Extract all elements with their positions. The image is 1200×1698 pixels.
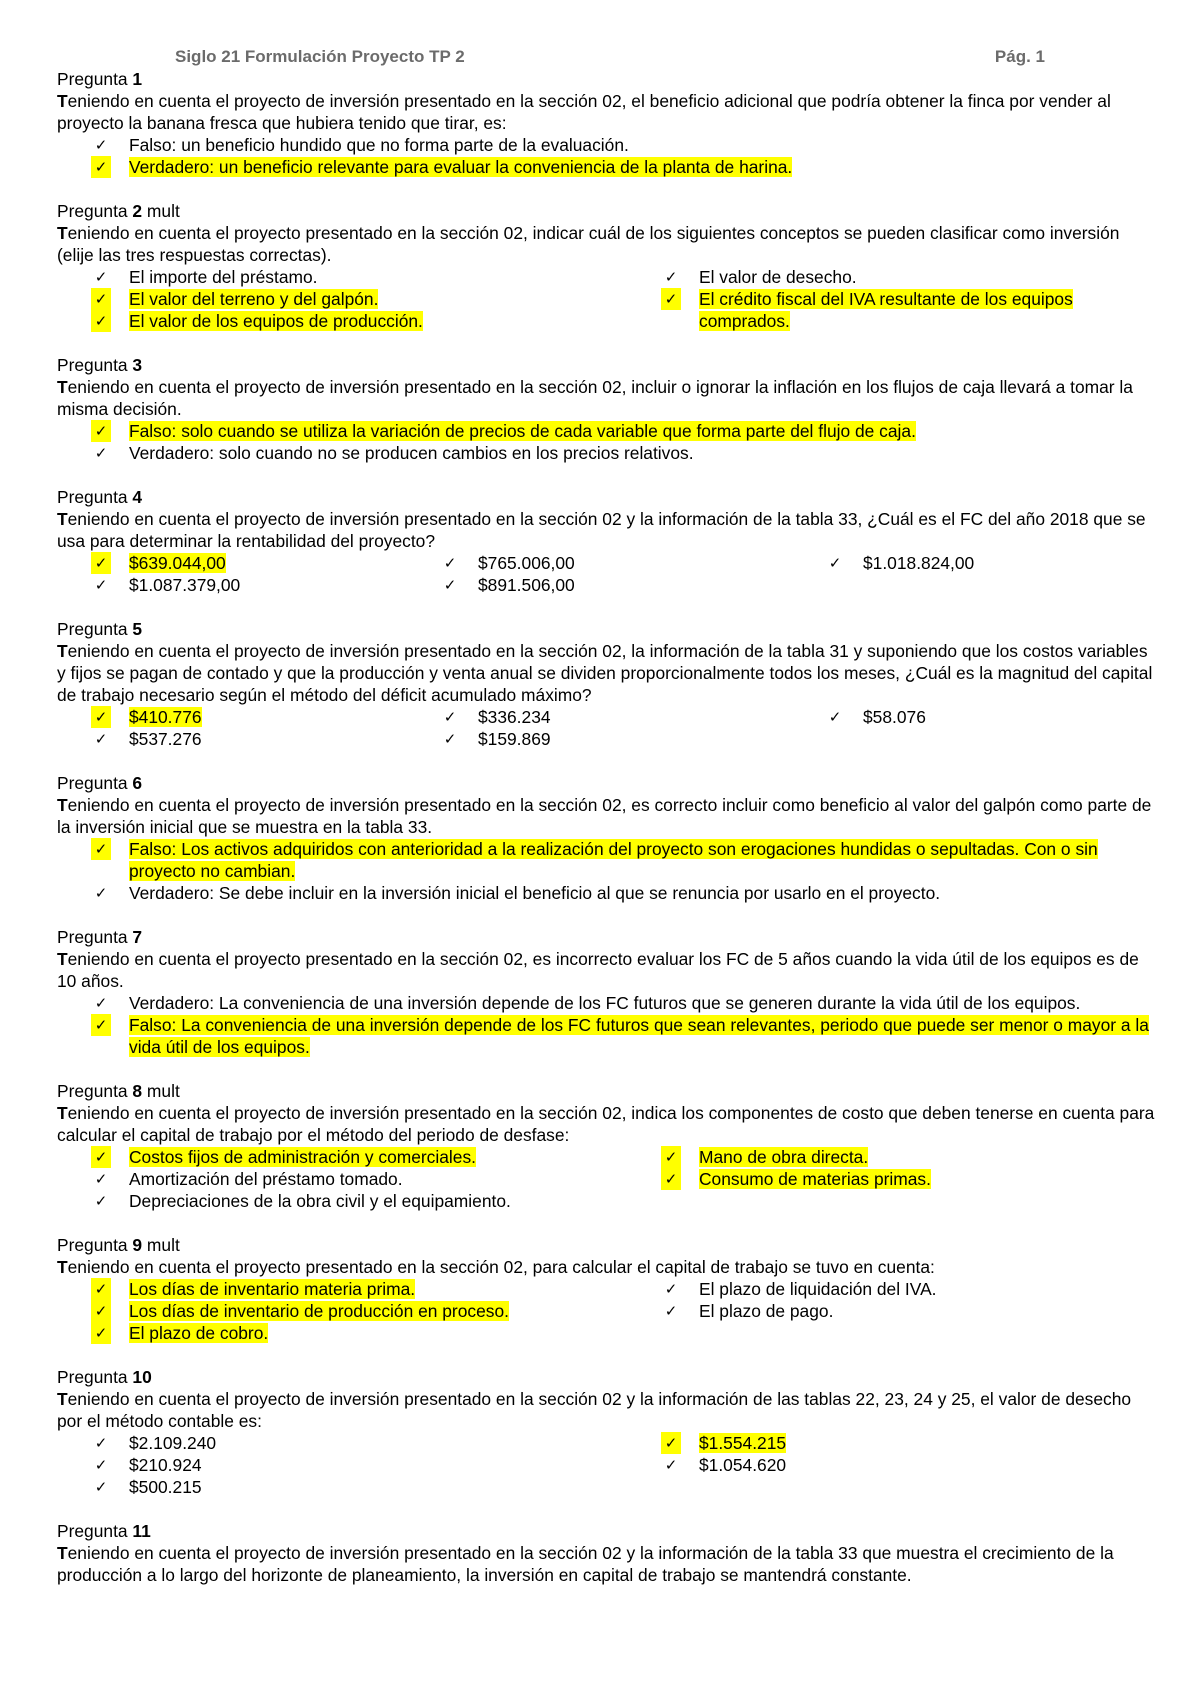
answer-option xyxy=(57,1190,642,1212)
checkmark-icon: ✓ xyxy=(664,1302,678,1320)
checkmark-icon: ✓ xyxy=(443,730,457,748)
answer-columns xyxy=(57,266,1157,332)
answer-text: Amortización del préstamo tomado. xyxy=(129,1169,403,1189)
question-text: Teniendo en cuenta el proyecto de inversión presentado en la sección 02, indica los componentes de costo que deben tenerse en cuenta para calcular el capital de trabajo por el método del periodo de desfase: xyxy=(57,1103,1155,1145)
question-type: mult xyxy=(142,1235,180,1255)
checkmark-icon: ✓ xyxy=(443,554,457,572)
answer-column xyxy=(57,706,445,750)
answer-column xyxy=(57,1432,642,1498)
answer-option xyxy=(642,1168,1157,1190)
answer-text: Falso: Los activos adquiridos con anterioridad a la realización del proyecto son erogaciones hundidas o sepultadas. Con o sin proyecto no cambian. xyxy=(129,839,1098,881)
answer-text: $765.006,00 xyxy=(478,553,575,573)
answer-option xyxy=(642,288,1157,332)
question-label: Pregunta xyxy=(57,619,133,639)
question-text: Teniendo en cuenta el proyecto de inversión presentado en la sección 02 y la información de las tablas 22, 23, 24 y 25, el valor de desecho por el método contable es: xyxy=(57,1389,1132,1431)
answer-text: Falso: solo cuando se utiliza la variación de precios de cada variable que forma parte del flujo de caja. xyxy=(129,421,916,441)
question-block xyxy=(57,68,1157,178)
answer-text: El valor del terreno y del galpón. xyxy=(129,289,379,309)
checkmark-icon: ✓ xyxy=(91,706,111,728)
checkmark-icon: ✓ xyxy=(91,310,111,332)
question-heading xyxy=(57,772,1157,794)
answer-text: El plazo de liquidación del IVA. xyxy=(699,1279,937,1299)
answer-option xyxy=(57,1278,642,1300)
question-label: Pregunta xyxy=(57,1367,133,1387)
answer-option xyxy=(57,310,642,332)
checkmark-icon: ✓ xyxy=(664,1456,678,1474)
question-type: mult xyxy=(142,201,180,221)
answer-option xyxy=(57,1146,642,1168)
answer-option xyxy=(57,1454,642,1476)
questions-list xyxy=(57,68,1157,1608)
answer-option xyxy=(57,442,1157,464)
answer-option xyxy=(57,420,1157,442)
answer-option xyxy=(828,706,1200,728)
answer-option xyxy=(57,882,1157,904)
answer-text: Falso: un beneficio hundido que no forma parte de la evaluación. xyxy=(129,135,629,155)
checkmark-icon: ✓ xyxy=(94,136,108,154)
question-number: 8 xyxy=(132,1081,143,1101)
answer-column xyxy=(57,266,642,332)
question-heading xyxy=(57,200,1157,222)
answer-text: Verdadero: La conveniencia de una inversión depende de los FC futuros que se generen durante la vida útil de los equipos. xyxy=(129,993,1081,1013)
checkmark-icon: ✓ xyxy=(91,1146,111,1168)
answer-columns xyxy=(57,706,1157,750)
answer-column xyxy=(642,1278,1157,1344)
answer-option xyxy=(57,134,1157,156)
checkmark-icon: ✓ xyxy=(91,420,111,442)
answer-text: $1.554.215 xyxy=(699,1433,787,1453)
answer-text: $410.776 xyxy=(129,707,202,727)
question-label: Pregunta xyxy=(57,1235,133,1255)
answer-option xyxy=(57,552,445,574)
question-text: Teniendo en cuenta el proyecto de inversión presentado en la sección 02, incluir o ignorar la inflación en los flujos de caja llevará a tomar la misma decisión. xyxy=(57,377,1133,419)
answer-text: $537.276 xyxy=(129,729,202,749)
answer-text: $500.215 xyxy=(129,1477,202,1497)
checkmark-icon: ✓ xyxy=(91,1278,111,1300)
question-block xyxy=(57,354,1157,464)
answer-option xyxy=(642,266,1157,288)
question-block xyxy=(57,1080,1157,1212)
answer-text: Los días de inventario materia prima. xyxy=(129,1279,416,1299)
answer-option xyxy=(57,1168,642,1190)
answer-text: $210.924 xyxy=(129,1455,202,1475)
checkmark-icon: ✓ xyxy=(94,576,108,594)
answer-option xyxy=(57,992,1157,1014)
question-text: Teniendo en cuenta el proyecto de inversión presentado en la sección 02, la información de la tabla 31 y suponiendo que los costos variables y fijos se pagan de contado y que la producción y venta anual se dividen proporcionalmente todos los meses, ¿Cuál es la magnitud del capital de trabajo necesario según el método del déficit acumulado máximo? xyxy=(57,641,1153,705)
checkmark-icon: ✓ xyxy=(661,1146,681,1168)
page-header xyxy=(175,46,1045,70)
checkmark-icon: ✓ xyxy=(443,576,457,594)
question-heading xyxy=(57,68,1157,90)
answer-columns xyxy=(57,1146,1157,1212)
question-text: Teniendo en cuenta el proyecto de inversión presentado en la sección 02, el beneficio adicional que podría obtener la finca por vender al proyecto la banana fresca que hubiera tenido que tirar, es: xyxy=(57,91,1111,133)
answer-column xyxy=(57,1278,642,1344)
checkmark-icon: ✓ xyxy=(94,1456,108,1474)
answer-text: Consumo de materias primas. xyxy=(699,1169,931,1189)
checkmark-icon: ✓ xyxy=(91,1300,111,1322)
answer-text: El importe del préstamo. xyxy=(129,267,318,287)
answer-columns xyxy=(57,1278,1157,1344)
question-number: 2 xyxy=(132,201,143,221)
answer-option xyxy=(642,1146,1157,1168)
answer-option xyxy=(445,552,833,574)
question-label: Pregunta xyxy=(57,201,133,221)
answer-column xyxy=(57,1146,642,1212)
answer-column xyxy=(642,1432,1157,1498)
page-number: Pág. 1 xyxy=(994,47,1045,66)
answer-text: El plazo de pago. xyxy=(699,1301,834,1321)
answer-text: El crédito fiscal del IVA resultante de los equipos comprados. xyxy=(699,289,1073,331)
checkmark-icon: ✓ xyxy=(94,884,108,902)
question-heading xyxy=(57,1520,1157,1542)
answer-text: $639.044,00 xyxy=(129,553,226,573)
checkmark-icon: ✓ xyxy=(664,1280,678,1298)
answer-option xyxy=(57,838,1157,882)
question-label: Pregunta xyxy=(57,1081,133,1101)
question-heading xyxy=(57,926,1157,948)
question-number: 1 xyxy=(132,69,143,89)
question-block xyxy=(57,1234,1157,1344)
answer-text: $1.054.620 xyxy=(699,1455,787,1475)
answer-option xyxy=(57,1014,1157,1058)
answer-columns xyxy=(57,552,1157,596)
checkmark-icon: ✓ xyxy=(91,552,111,574)
question-number: 10 xyxy=(132,1367,152,1387)
answer-text: El valor de los equipos de producción. xyxy=(129,311,423,331)
question-heading xyxy=(57,1080,1157,1102)
checkmark-icon: ✓ xyxy=(94,268,108,286)
question-label: Pregunta xyxy=(57,927,133,947)
answer-column xyxy=(57,552,445,596)
answer-column xyxy=(445,552,833,596)
question-text: Teniendo en cuenta el proyecto de inversión presentado en la sección 02 y la información de la tabla 33, ¿Cuál es el FC del año 2018 que se usa para determinar la rentabilidad del proyecto? xyxy=(57,509,1146,551)
answer-option xyxy=(57,288,642,310)
answer-column xyxy=(445,706,833,750)
answer-option xyxy=(445,574,833,596)
checkmark-icon: ✓ xyxy=(94,994,108,1012)
answer-text: Falso: La conveniencia de una inversión depende de los FC futuros que sean relevantes, periodo que puede ser menor o mayor a la vida útil de los equipos. xyxy=(129,1015,1149,1057)
answer-text: Verdadero: solo cuando no se producen cambios en los precios relativos. xyxy=(129,443,694,463)
answer-option xyxy=(445,706,833,728)
answer-option xyxy=(57,156,1157,178)
answer-option xyxy=(57,266,642,288)
answer-option xyxy=(642,1300,1157,1322)
answer-option xyxy=(642,1278,1157,1300)
answer-text: El valor de desecho. xyxy=(699,267,857,287)
question-number: 6 xyxy=(132,773,143,793)
question-number: 11 xyxy=(132,1521,151,1541)
answer-option xyxy=(57,1322,642,1344)
question-heading xyxy=(57,354,1157,376)
question-block xyxy=(57,1520,1157,1586)
answer-text: $58.076 xyxy=(863,707,926,727)
question-text: Teniendo en cuenta el proyecto presentado en la sección 02, indicar cuál de los siguientes conceptos se pueden clasificar como inversión (elije las tres respuestas correctas). xyxy=(57,223,1120,265)
question-heading xyxy=(57,1234,1157,1256)
question-block xyxy=(57,200,1157,332)
question-text: Teniendo en cuenta el proyecto de inversión presentado en la sección 02 y la información de la tabla 33 que muestra el crecimiento de la producción a lo largo del horizonte de planeamiento, la inversión en capital de trabajo se mantendrá constante. xyxy=(57,1543,1114,1585)
question-heading xyxy=(57,486,1157,508)
question-label: Pregunta xyxy=(57,1521,133,1541)
answer-option xyxy=(57,728,445,750)
checkmark-icon: ✓ xyxy=(828,708,842,726)
question-heading xyxy=(57,618,1157,640)
checkmark-icon: ✓ xyxy=(91,838,111,860)
question-number: 5 xyxy=(132,619,143,639)
question-block xyxy=(57,486,1157,596)
answer-list xyxy=(57,420,1157,464)
document-title: Siglo 21 Formulación Proyecto TP 2 xyxy=(175,47,465,66)
checkmark-icon: ✓ xyxy=(94,1478,108,1496)
question-block xyxy=(57,618,1157,750)
answer-option xyxy=(57,706,445,728)
answer-text: Verdadero: un beneficio relevante para evaluar la conveniencia de la planta de harina. xyxy=(129,157,793,177)
answer-text: $891.506,00 xyxy=(478,575,575,595)
answer-list xyxy=(57,992,1157,1058)
checkmark-icon: ✓ xyxy=(664,268,678,286)
checkmark-icon: ✓ xyxy=(94,444,108,462)
question-block xyxy=(57,926,1157,1058)
answer-list xyxy=(57,838,1157,904)
answer-option xyxy=(57,574,445,596)
answer-option xyxy=(57,1432,642,1454)
question-text: Teniendo en cuenta el proyecto presentado en la sección 02, para calcular el capital de trabajo se tuvo en cuenta: xyxy=(57,1257,935,1277)
checkmark-icon: ✓ xyxy=(94,1192,108,1210)
question-label: Pregunta xyxy=(57,487,133,507)
checkmark-icon: ✓ xyxy=(94,1434,108,1452)
answer-text: $1.087.379,00 xyxy=(129,575,241,595)
checkmark-icon: ✓ xyxy=(91,1014,111,1036)
answer-text: Depreciaciones de la obra civil y el equipamiento. xyxy=(129,1191,511,1211)
answer-column xyxy=(642,1146,1157,1212)
checkmark-icon: ✓ xyxy=(661,1432,681,1454)
answer-column xyxy=(828,552,1200,596)
checkmark-icon: ✓ xyxy=(94,730,108,748)
answer-text: El plazo de cobro. xyxy=(129,1323,269,1343)
question-number: 4 xyxy=(132,487,143,507)
answer-text: $2.109.240 xyxy=(129,1433,217,1453)
question-number: 3 xyxy=(132,355,143,375)
answer-text: Mano de obra directa. xyxy=(699,1147,869,1167)
checkmark-icon: ✓ xyxy=(91,288,111,310)
answer-text: Verdadero: Se debe incluir en la inversión inicial el beneficio al que se renuncia por usarlo en el proyecto. xyxy=(129,883,941,903)
question-label: Pregunta xyxy=(57,773,133,793)
answer-list xyxy=(57,134,1157,178)
question-text: Teniendo en cuenta el proyecto de inversión presentado en la sección 02, es correcto incluir como beneficio al valor del galpón como parte de la inversión inicial que se muestra en la tabla 33. xyxy=(57,795,1152,837)
answer-option xyxy=(445,728,833,750)
question-number: 9 xyxy=(132,1235,143,1255)
checkmark-icon: ✓ xyxy=(443,708,457,726)
answer-option xyxy=(57,1300,642,1322)
question-block xyxy=(57,1366,1157,1498)
answer-text: Los días de inventario de producción en proceso. xyxy=(129,1301,509,1321)
checkmark-icon: ✓ xyxy=(661,1168,681,1190)
answer-columns xyxy=(57,1432,1157,1498)
question-label: Pregunta xyxy=(57,355,133,375)
question-heading xyxy=(57,1366,1157,1388)
question-text: Teniendo en cuenta el proyecto presentado en la sección 02, es incorrecto evaluar los FC de 5 años cuando la vida útil de los equipos es de 10 años. xyxy=(57,949,1139,991)
answer-option xyxy=(642,1454,1157,1476)
answer-text: $336.234 xyxy=(478,707,551,727)
checkmark-icon: ✓ xyxy=(91,156,111,178)
answer-option xyxy=(57,1476,642,1498)
question-number: 7 xyxy=(132,927,143,947)
answer-text: $159.869 xyxy=(478,729,551,749)
checkmark-icon: ✓ xyxy=(661,288,681,310)
answer-text: Costos fijos de administración y comerciales. xyxy=(129,1147,476,1167)
answer-option xyxy=(642,1432,1157,1454)
answer-text: $1.018.824,00 xyxy=(863,553,975,573)
checkmark-icon: ✓ xyxy=(828,554,842,572)
checkmark-icon: ✓ xyxy=(91,1322,111,1344)
answer-option xyxy=(828,552,1200,574)
answer-column xyxy=(828,706,1200,750)
question-block xyxy=(57,772,1157,904)
question-label: Pregunta xyxy=(57,69,133,89)
question-type: mult xyxy=(142,1081,180,1101)
answer-column xyxy=(642,266,1157,332)
checkmark-icon: ✓ xyxy=(94,1170,108,1188)
